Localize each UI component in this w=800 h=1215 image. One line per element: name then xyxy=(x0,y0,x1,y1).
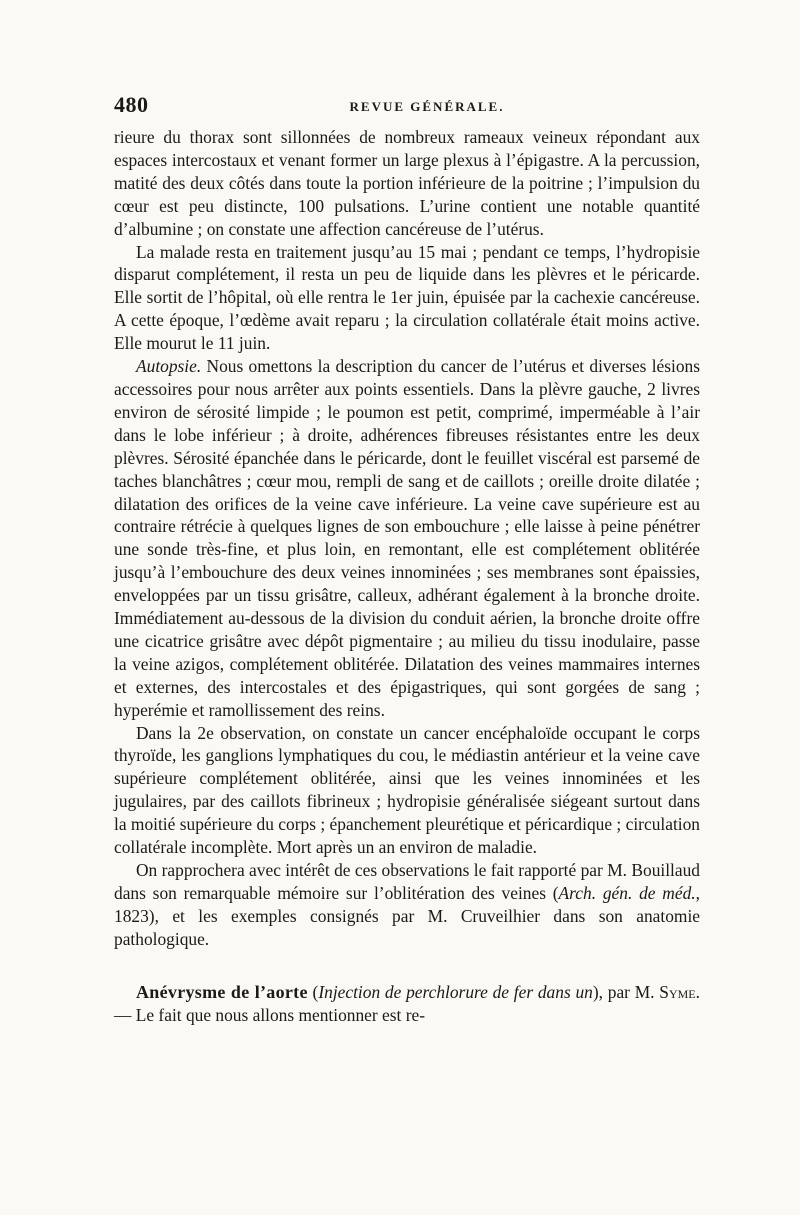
page-body xyxy=(114,126,700,1026)
autopsy-lead: Autopsie. xyxy=(136,356,202,377)
aneurysm-open: ( xyxy=(307,981,319,1002)
aneurysm-rest: . — Le fait que nous allons mentionner est re- xyxy=(114,981,700,1025)
author-name: Syme xyxy=(659,981,696,1002)
paragraph-treatment: La malade resta en traitement jusqu’au 15 mai ; pendant ce temps, l’hydropisie disparut complétement, il resta un peu de liquide dans les plèvres et le péricarde. Elle sortit de l’hôpital, où elle rentra le 1er juin, épuisée par la cachexie cancéreuse. A cette époque, l’œdème avait reparu ; la circulation collatérale était moins active. Elle mourut le 11 juin. xyxy=(114,241,700,354)
paragraph-second-observation: Dans la 2e observation, on constate un cancer encéphaloïde occupant le corps thyroïde, les ganglions lymphatiques du cou, le médiastin antérieur et la veine cave supérieure complétement oblitérée, ainsi que les veines innominées et les jugulaires, par des caillots fibrineux ; hydropisie généralisée siégeant surtout dans la moitié supérieure du corps ; épanchement pleurétique et péricardique ; circulation collatérale incomplète. Mort après un an environ de maladie. xyxy=(114,722,700,858)
paragraph-continuation: rieure du thorax sont sillonnées de nombreux rameaux veineux répondant aux espaces intercostaux et venant former un large plexus à l’épigastre. A la percussion, matité des deux côtés dans toute la portion inférieure de la poitrine ; l’impulsion du cœur est peu distincte, 100 pulsations. L’urine contient une notable quantité d’albumine ; on constate une affection cancéreuse de l’utérus. xyxy=(114,127,700,239)
bouillaud-text-a: On rapprochera avec intérêt de ces observations le fait rapporté par M. Bouillaud dans son remarquable mémoire sur l’oblitération des veines ( xyxy=(114,860,700,903)
bouillaud-text-b: , 1823), et les exemples consignés par M. Cruveilhier dans son anatomie pathologique. xyxy=(114,882,700,949)
journal-citation: Arch. gén. de méd. xyxy=(558,882,696,903)
section-heading-aneurysm: Anévrysme de l’aorte xyxy=(136,981,308,1002)
paragraph-bouillaud xyxy=(114,859,700,951)
autopsy-text: Nous omettons la description du cancer de l’utérus et diverses lésions accessoires pour nous arrêter aux points essentiels. Dans la plèvre gauche, 2 livres environ de sérosité limpide ; le poumon est petit, comprimé, imperméable à l’air dans le lobe inférieur ; à droite, adhérences fibreuses résistantes entre les deux plèvres. Sérosité épanchée dans le péricarde, dont le feuillet viscéral est parsemé de taches blanchâtres ; cœur mou, rempli de sang et de caillots ; oreille droite dilatée ; dilatation des orifices de la veine cave inférieure. La veine cave supérieure est au contraire rétrécie à quelques lignes de son embouchure ; elle laisse à peine pénétrer une sonde très-fine, et plus loin, en remontant, elle est complétement oblitérée jusqu’à l’embouchure des deux veines innominées ; ses membranes sont épaissies, enveloppées par un tissu grisâtre, calleux, adhérant également à la bronche droite. Immédiatement au-dessous de la division du conduit aérien, la bronche droite offre une cicatrice grisâtre avec dépôt pigmentaire ; au milieu du tissu inodulaire, passe la veine azigos, complétement oblitérée. Dilatation des veines mammaires internes et externes, des intercostales et des épigastriques, qui sont gorgées de sang ; hyperémie et ramollissement des reins. xyxy=(114,356,700,720)
running-head: REVUE GÉNÉRALE. xyxy=(349,99,505,114)
page-number: 480 xyxy=(114,92,149,117)
page-header xyxy=(114,92,700,122)
aneurysm-subtitle: Injection de perchlorure de fer dans un xyxy=(318,981,593,1002)
aneurysm-mid: ), par M. xyxy=(592,981,660,1002)
paragraph-autopsy xyxy=(114,355,700,722)
paragraph-aneurysm xyxy=(114,981,700,1027)
